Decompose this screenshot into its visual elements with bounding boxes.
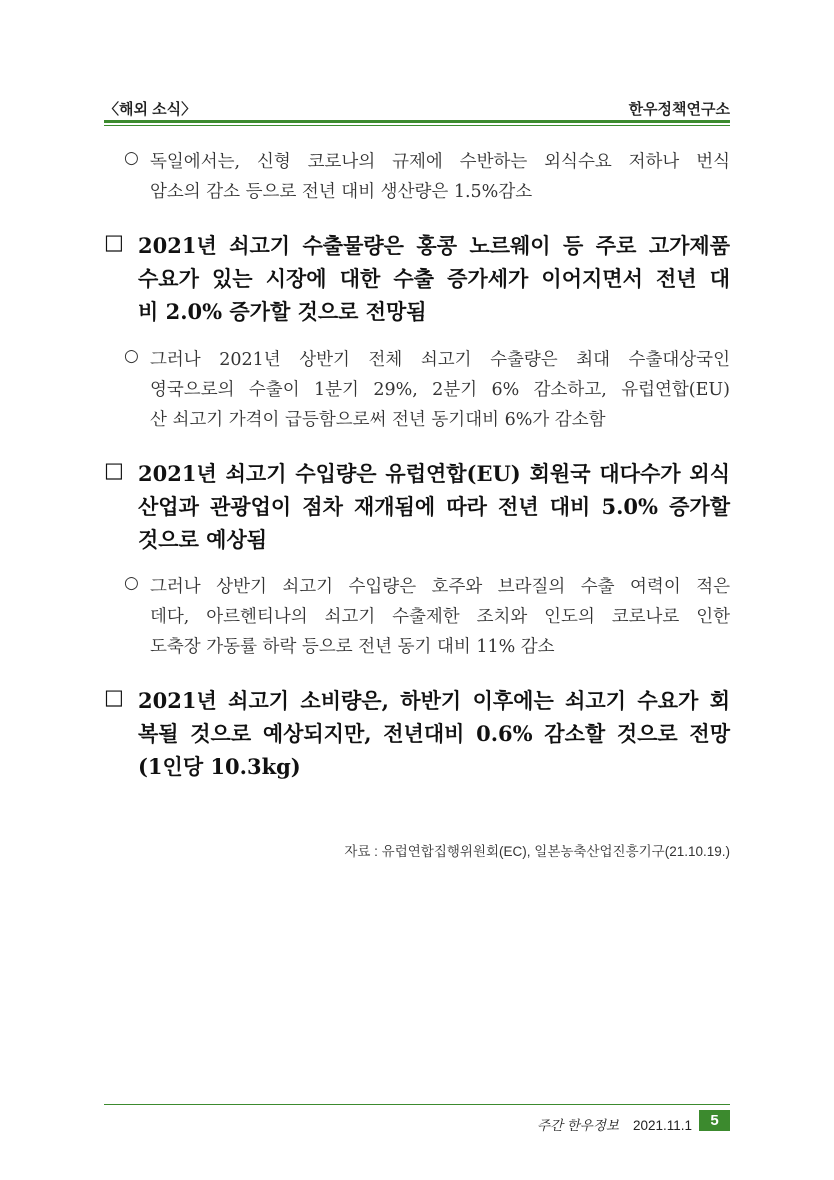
header-divider — [104, 120, 730, 123]
paragraph-line: 영국으로의 수출이 1분기 29%, 2분기 6% 감소하고, 유럽연합(EU) — [150, 380, 730, 400]
paragraph-line: 도축장 가동률 하락 등으로 전년 동기 대비 11% 감소 — [150, 637, 555, 657]
bullet-paragraph — [104, 573, 730, 663]
footer-info — [537, 1114, 692, 1134]
issue-date: 2021.11.1 — [632, 1118, 692, 1133]
key-point-line: 2021년 쇠고기 수입량은 유럽연합(EU) 회원국 대다수가 외식 — [138, 461, 730, 486]
circle-bullet-icon: ○ — [124, 148, 139, 168]
paragraph-line: 그러나 2021년 상반기 전체 쇠고기 수출량은 최대 수출대상국인 — [150, 350, 730, 370]
circle-bullet-icon: ○ — [124, 346, 139, 366]
paragraph-line: 그러나 상반기 쇠고기 수입량은 호주와 브라질의 수출 여력이 적은 — [150, 577, 730, 597]
header-divider-thin — [104, 125, 730, 126]
paragraph-line: 산 쇠고기 가격이 급등함으로써 전년 동기대비 6%가 감소함 — [150, 410, 606, 430]
key-point-line: 비 2.0% 증가할 것으로 전망됨 — [138, 299, 427, 324]
circle-bullet-icon: ○ — [124, 573, 139, 593]
square-bullet-icon: □ — [104, 685, 124, 709]
paragraph-line: 암소의 감소 등으로 전년 대비 생산량은 1.5%감소 — [150, 182, 533, 202]
bullet-paragraph — [104, 346, 730, 436]
square-bullet-icon: □ — [104, 458, 124, 482]
paragraph-line: 데다, 아르헨티나의 쇠고기 수출제한 조치와 인도의 코로나로 인한 — [150, 607, 730, 627]
source-note: 자료 : 유럽연합집행위원회(EC), 일본농축산업진흥기구(21.10.19.) — [344, 844, 730, 859]
key-point — [104, 458, 730, 558]
key-point-line: 2021년 쇠고기 소비량은, 하반기 이후에는 쇠고기 수요가 회 — [138, 688, 730, 713]
key-point-line: 수요가 있는 시장에 대한 수출 증가세가 이어지면서 전년 대 — [138, 266, 730, 291]
key-point-line: 것으로 예상됨 — [138, 527, 268, 552]
org-name: 한우정책연구소 — [628, 101, 730, 118]
section-label: 〈해외 소식〉 — [104, 101, 197, 118]
key-point-line: 복될 것으로 예상되지만, 전년대비 0.6% 감소할 것으로 전망 — [138, 721, 730, 746]
page-number: 5 — [699, 1110, 730, 1131]
key-point-line: 2021년 쇠고기 수출물량은 홍콩 노르웨이 등 주로 고가제품 — [138, 233, 730, 258]
bullet-paragraph — [104, 148, 730, 208]
key-point-line: (1인당 10.3kg) — [138, 754, 301, 779]
magazine-title: 주간 한우정보 — [536, 1118, 619, 1133]
key-point-line: 산업과 관광업이 점차 재개됨에 따라 전년 대비 5.0% 증가할 — [138, 494, 730, 519]
square-bullet-icon: □ — [104, 230, 124, 254]
paragraph-line: 독일에서는, 신형 코로나의 규제에 수반하는 외식수요 저하나 번식 — [150, 152, 730, 172]
key-point — [104, 685, 730, 785]
footer-divider — [104, 1104, 730, 1105]
key-point — [104, 230, 730, 330]
